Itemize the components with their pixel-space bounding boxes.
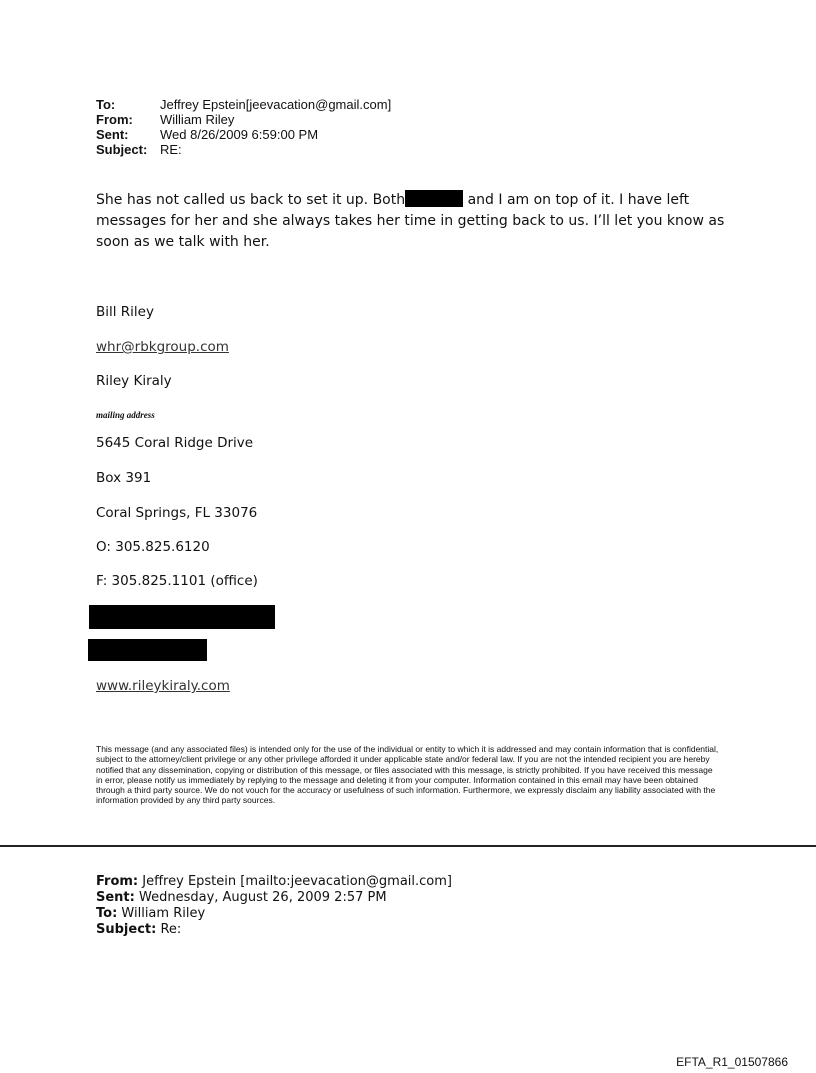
sent-label: Sent:	[96, 127, 129, 142]
subject-row	[96, 142, 391, 157]
signature-office-phone: O: 305.825.6120	[96, 539, 210, 555]
sent-row	[96, 127, 391, 142]
to-label: To:	[96, 97, 116, 112]
signature-fax: F: 305.825.1101 (office)	[96, 573, 258, 589]
quoted-to-value: William Riley	[117, 906, 206, 921]
redaction-box	[405, 190, 463, 207]
quoted-subject-label: Subject:	[96, 922, 157, 937]
to-value: Jeffrey Epstein[jeevacation@gmail.com]	[160, 97, 392, 112]
subject-value: RE:	[160, 142, 182, 157]
redaction-block	[89, 605, 275, 629]
subject-label: Subject:	[96, 142, 148, 157]
quoted-subject-row	[96, 922, 452, 938]
quoted-sent-row	[96, 890, 452, 906]
signature-mailing-label: mailing address	[96, 410, 155, 420]
quoted-from-label: From:	[96, 874, 139, 889]
document-id: EFTA_R1_01507866	[676, 1055, 788, 1069]
quoted-email-header	[96, 874, 452, 938]
signature-company: Riley Kiraly	[96, 373, 172, 389]
divider-line	[0, 845, 816, 847]
message-body-part2: and I am on top of it. I have left messages for her and she always takes her time in getting back to us. I’ll let you know as soon as we talk with her.	[96, 192, 725, 250]
quoted-to-label: To:	[96, 906, 118, 921]
to-row	[96, 97, 391, 112]
legal-disclaimer: This message (and any associated files) is intended only for the use of the individual or entity to which it is addressed and may contain information that is confidential, subject to the attorney/client privilege or any other privilege afforded it under applicable state and/or federal law. If you are not the intended recipient you are hereby notified that any dissemination, copying or distribution of this message, or files associated with this message, is strictly prohibited. If you have received this message in error, please notify us immediately by replying to the message and deleting it from your computer. Information contained in this email may have been obtained through a third party source. We do not vouch for the accuracy or usefulness of such information. Furthermore, we expressly disclaim any liability associated with the information provided by any third party sources.	[96, 744, 719, 806]
message-body	[96, 190, 736, 253]
quoted-sent-value: Wednesday, August 26, 2009 2:57 PM	[134, 890, 387, 905]
redaction-block	[88, 639, 207, 661]
message-body-part1: She has not called us back to set it up. Both	[96, 192, 406, 208]
sent-value: Wed 8/26/2009 6:59:00 PM	[160, 127, 319, 142]
signature-street: 5645 Coral Ridge Drive	[96, 435, 254, 451]
quoted-sent-label: Sent:	[96, 890, 135, 905]
signature-website-link[interactable]: www.rileykiraly.com	[96, 678, 230, 694]
signature-box: Box 391	[96, 470, 152, 486]
quoted-subject-value: Re:	[156, 922, 182, 937]
signature-name: Bill Riley	[96, 304, 154, 320]
email-header	[96, 97, 391, 157]
quoted-from-value: Jeffrey Epstein [mailto:jeevacation@gmail.com]	[138, 874, 452, 889]
signature-email-link[interactable]: whr@rbkgroup.com	[96, 339, 229, 355]
quoted-to-row	[96, 906, 452, 922]
quoted-from-row	[96, 874, 452, 890]
signature-city: Coral Springs, FL 33076	[96, 505, 258, 521]
from-row	[96, 112, 391, 127]
from-value: William Riley	[160, 112, 235, 127]
from-label: From:	[96, 112, 133, 127]
